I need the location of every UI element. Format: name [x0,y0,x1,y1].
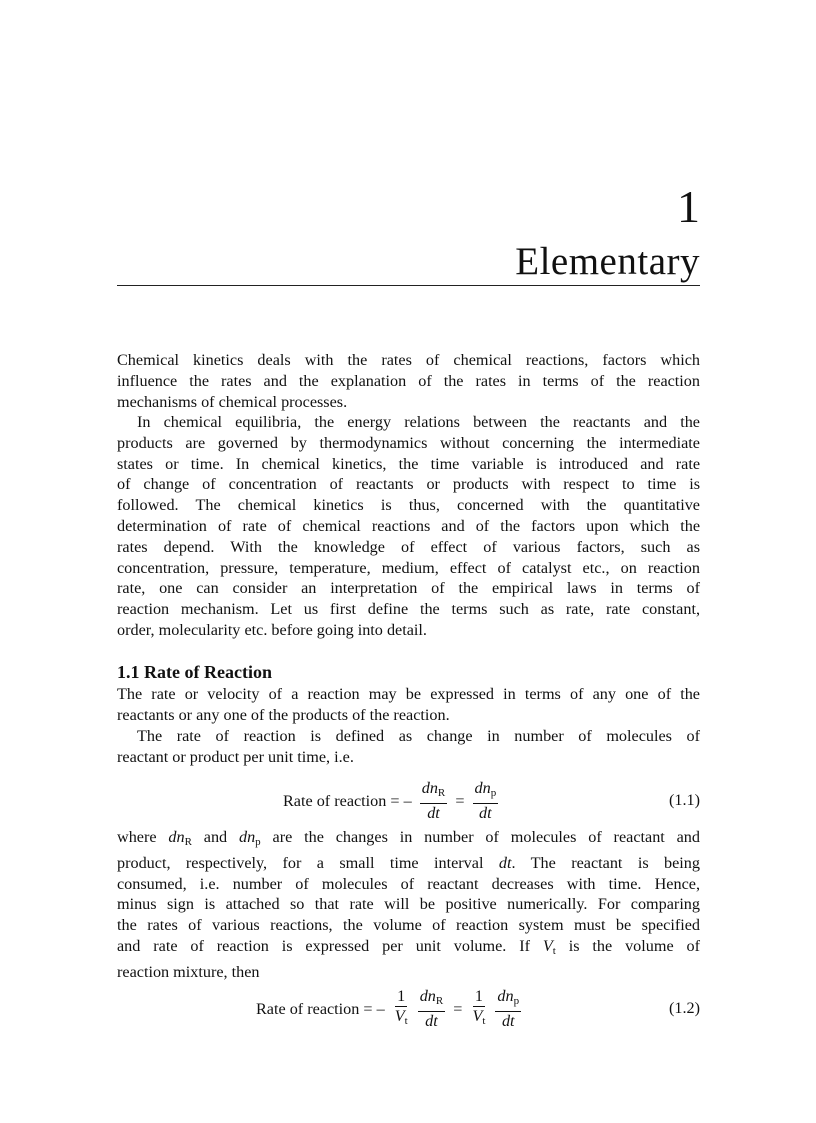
text-line [117,853,700,874]
text-run: and rate of reaction is expressed per unit volume. If [117,936,543,955]
numerator: dn [474,779,491,797]
text-run: are the changes in number of molecules of reactant and [260,828,700,846]
text-line [117,412,700,433]
subscript: p [490,787,497,799]
text-line [117,454,700,475]
subscript: t [482,1015,486,1027]
text-run: minus sign is attached so that rate will be positive numerically. For comparing [117,895,700,914]
fraction-1-Vt [393,987,410,1031]
text-run: where [117,828,169,846]
numerator: 1 [474,987,483,1005]
text-run: and [191,828,239,846]
equals-sign: = [451,791,469,810]
text-run: reactants or any one of the products of the reaction. [117,705,450,724]
fraction-dnR-dt [420,779,448,823]
text-line [117,915,700,936]
text-line [117,392,700,413]
text-line [117,827,700,853]
denominator: V [394,1007,405,1025]
chapter-title-rule [117,285,700,286]
chapter-number: 1 [677,181,700,232]
math-variable: dn [238,828,256,846]
numerator: dn [419,987,436,1005]
equals-sign: = [449,999,467,1018]
text-line [117,874,700,895]
subscript: p [255,836,261,848]
text-run: concentration, pressure, temperature, medium, effect of catalyst etc., on reaction [117,558,700,577]
text-run: order, molecularity etc. before going into detail. [117,620,427,639]
numerator: 1 [397,987,406,1005]
text-line [117,936,700,962]
text-line [117,578,700,599]
text-run: The rate of reaction is defined as change in number of molecules of [137,727,700,745]
numerator: dn [497,987,514,1005]
equation-1-2 [117,986,700,1032]
section-heading: 1.1 Rate of Reaction [117,662,272,682]
text-run: products are governed by thermodynamics without concerning the intermediate [117,433,700,452]
paragraph-intro [117,350,700,412]
fraction-dnR-dt [418,987,446,1031]
denominator: dt [427,804,440,822]
text-run: reaction mixture, then [117,962,260,981]
equation-lhs: Rate of reaction = – [283,791,416,810]
subscript: t [404,1015,408,1027]
text-line [117,474,700,495]
equation-number: (1.1) [668,791,700,809]
subscript: R [437,787,446,799]
text-line [117,747,700,768]
text-run: . The reactant is being [511,853,700,872]
paragraph-rate-change [117,726,700,768]
fraction-dnp-dt [495,987,521,1031]
text-run: followed. The chemical kinetics is thus, concerned with the quantitative [117,496,700,515]
text-line [117,495,700,516]
denominator: V [472,1007,483,1025]
text-run: The rate or velocity of a reaction may be expressed in terms of any one of the [117,685,700,703]
text-line [117,558,700,579]
subscript: R [435,995,444,1007]
text-line [117,371,700,392]
denominator: dt [501,1012,515,1030]
equation-number: (1.2) [668,999,700,1017]
math-variable: V [542,936,553,955]
text-run: determination of rate of chemical reactions and of the factors upon which the [117,516,700,535]
text-run: In chemical equilibria, the energy relations between the reactants and the [137,413,700,431]
math-variable: dt [498,853,512,872]
text-line [117,962,700,983]
text-line [117,516,700,537]
text-run: is the volume of [555,936,700,955]
text-run: influence the rates and the explanation of the rates in terms of the reaction [117,371,700,390]
subscript: p [513,995,520,1007]
denominator: dt [479,804,492,822]
text-line [117,684,700,705]
text-line [117,620,700,641]
text-line [117,599,700,620]
text-run: of change of concentration of reactants or products with respect to time is [117,475,700,494]
text-run: product, respectively, for a small time interval [117,853,499,872]
text-line [117,726,700,747]
text-line [117,537,700,558]
text-line [117,350,700,371]
text-run: rate, one can consider an interpretation of the empirical laws in terms of [117,579,700,598]
subscript: t [552,944,556,957]
numerator: dn [421,779,438,797]
fraction-dnp-dt [473,779,499,823]
paragraph-equilibria [117,412,700,641]
math-variable: dn [168,828,185,846]
text-run: reaction mechanism. Let us first define the terms such as rate, rate constant, [117,600,700,619]
text-run: states or time. In chemical kinetics, the time variable is introduced and rate [117,454,700,473]
text-run: mechanisms of chemical processes. [117,392,348,411]
subscript: R [184,836,192,848]
equation-lhs: Rate of reaction = – [256,999,389,1018]
paragraph-rate-definition [117,684,700,726]
chapter-title: Elementary [515,240,700,283]
fraction-1-Vt [470,987,487,1031]
text-line [117,894,700,915]
text-run: Chemical kinetics deals with the rates of chemical reactions, factors which [117,351,700,369]
text-line [117,433,700,454]
text-line [117,705,700,726]
text-run: reactant or product per unit time, i.e. [117,747,354,766]
equation-1-1 [117,778,700,824]
text-run: the rates of various reactions, the volume of reaction system must be specified [117,916,700,935]
text-run: rates depend. With the knowledge of effect of various factors, such as [117,537,700,556]
paragraph-where [117,827,700,983]
text-run: consumed, i.e. number of molecules of reactant decreases with time. Hence, [117,874,700,893]
denominator: dt [425,1012,438,1030]
